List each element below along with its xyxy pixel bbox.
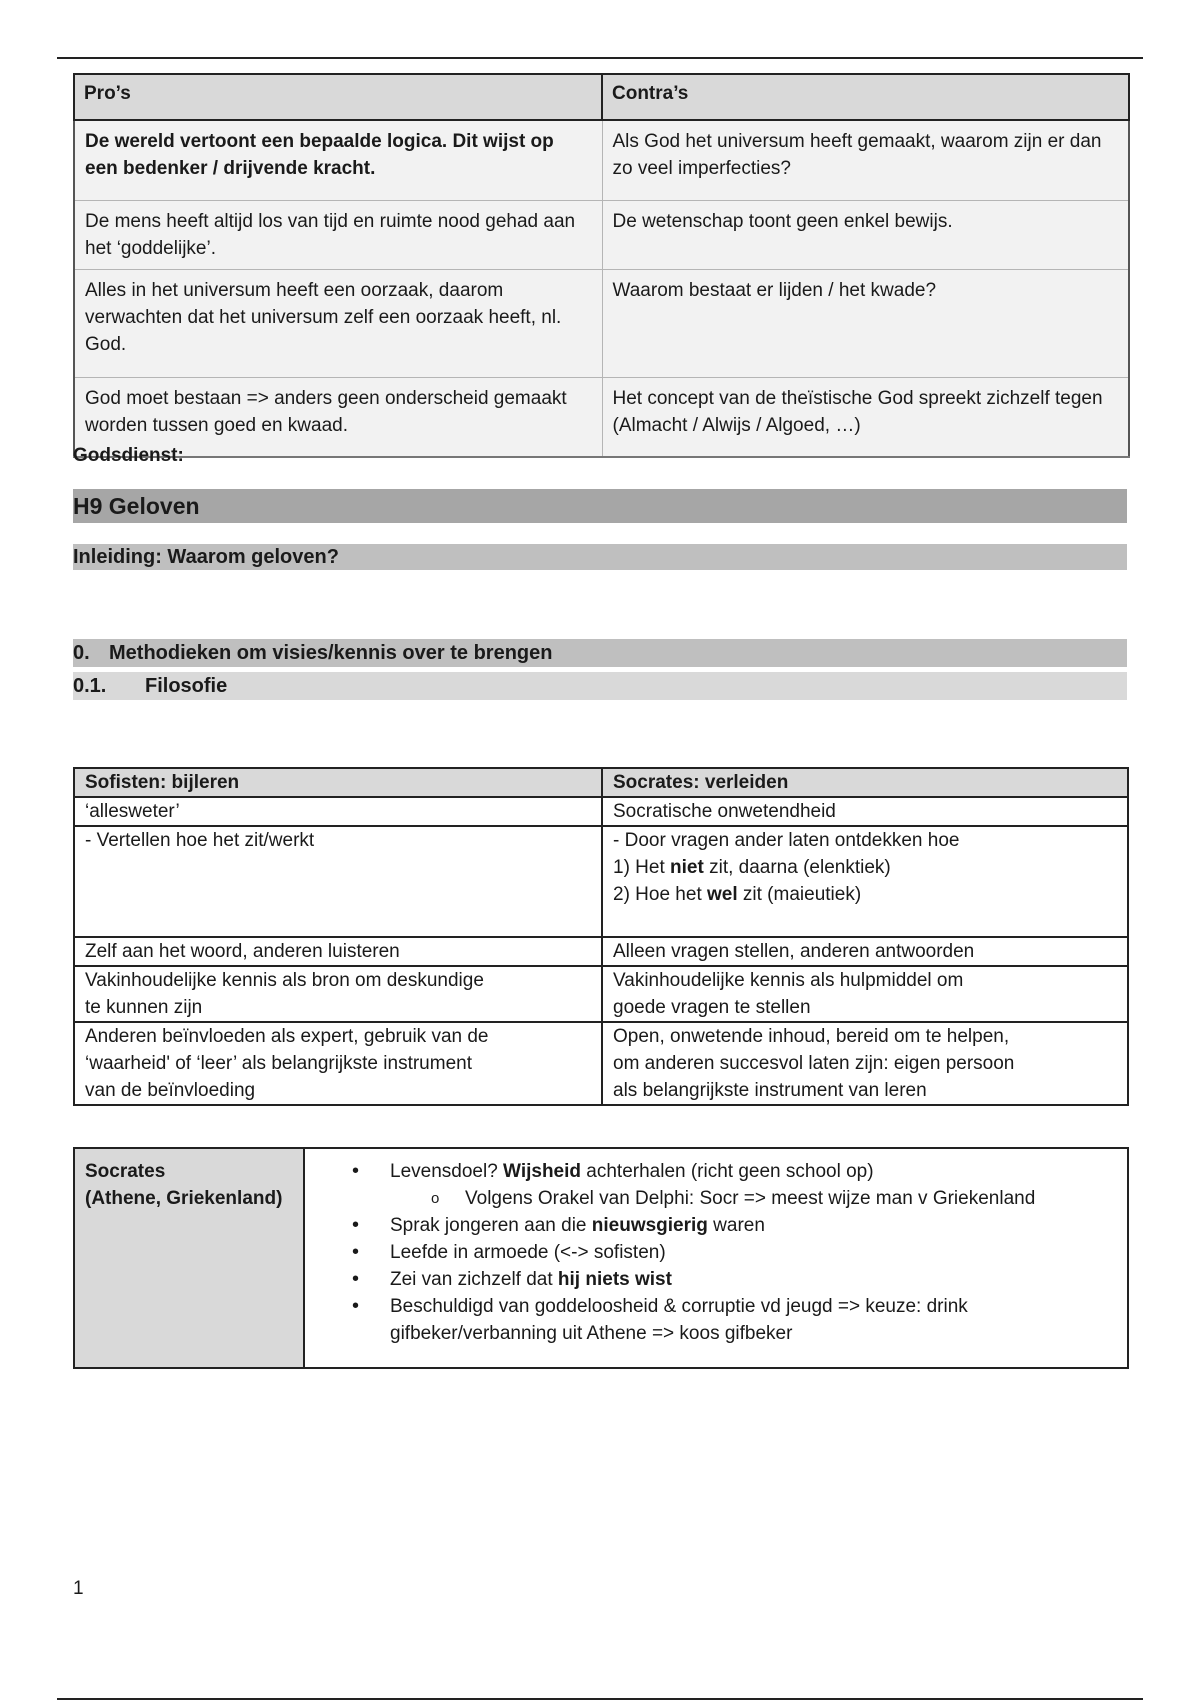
contra-cell: Waarom bestaat er lijden / het kwade? [602, 269, 1129, 377]
cell-line: Vakinhoudelijke kennis als hulpmiddel om [613, 970, 964, 991]
pro-cell: De mens heeft altijd los van tijd en ruimte nood gehad aan het ‘goddelijke’. [74, 200, 602, 269]
contra-cell: Het concept van de theïstische God spreekt zichzelf tegen (Almacht / Alwijs / Algoed, …) [602, 377, 1129, 457]
socrates-cell [602, 1022, 1128, 1105]
section-number: 0. [73, 642, 90, 664]
list-item [390, 1266, 1117, 1293]
sofisten-cell: Zelf aan het woord, anderen luisteren [74, 937, 602, 966]
socrates-cell [602, 966, 1128, 1022]
socrates-header: Socrates: verleiden [602, 768, 1128, 797]
list-item: • Leefde in armoede (<-> sofisten) [390, 1239, 1117, 1266]
text-span: achterhalen (richt geen school op) [581, 1161, 874, 1182]
socrates-cell: Socratische onwetendheid [602, 797, 1128, 826]
text-span: waren [707, 1215, 765, 1236]
cell-line: Open, onwetende inhoud, bereid om te helpen, [613, 1026, 1010, 1047]
sofisten-cell [74, 966, 602, 1022]
cell-line [613, 854, 1117, 881]
intro-heading: Inleiding: Waarom geloven? [73, 544, 1127, 570]
cell-line: ‘waarheid' of ‘leer’ als belangrijkste instrument [85, 1053, 472, 1074]
socrates-facts-cell [304, 1148, 1128, 1368]
cell-line: te kunnen zijn [85, 997, 203, 1018]
list-item [390, 1293, 1117, 1347]
socrates-bullet-list [315, 1158, 1117, 1347]
sub-list [390, 1185, 1117, 1212]
header-rule [57, 57, 1143, 59]
cell-line: van de beïnvloeding [85, 1080, 256, 1101]
cell-line: goede vragen te stellen [613, 997, 811, 1018]
godsdienst-label: Godsdienst: [73, 445, 184, 466]
bold-text: niet [670, 857, 704, 878]
sofisten-cell [74, 1022, 602, 1105]
bold-text: Wijsheid [503, 1161, 581, 1182]
cell-line: als belangrijkste instrument van leren [613, 1080, 927, 1101]
pro-cell: Alles in het universum heeft een oorzaak, daarom verwachten dat het universum zelf een oorzaak heeft, nl. God. [74, 269, 602, 377]
contra-cell: De wetenschap toont geen enkel bewijs. [602, 200, 1129, 269]
pros-contras-table [73, 73, 1130, 458]
bold-text: nieuwsgierig [591, 1215, 708, 1236]
cell-line: Vakinhoudelijke kennis als bron om deskundige [85, 970, 484, 991]
pro-cell: God moet bestaan => anders geen onderscheid gemaakt worden tussen goed en kwaad. [74, 377, 602, 457]
cell-line: om anderen succesvol laten zijn: eigen persoon [613, 1053, 1015, 1074]
pros-header: Pro’s [74, 74, 602, 120]
text-span: Zei van zichzelf dat [390, 1269, 558, 1290]
subsection-heading [73, 672, 1127, 700]
text-span: Sprak jongeren aan die [390, 1215, 592, 1236]
cell-line [613, 881, 1117, 908]
text-span: zit, daarna (elenktiek) [703, 857, 891, 878]
text-line: gifbeker/verbanning uit Athene => koos gifbeker [390, 1323, 793, 1344]
contra-cell: Als God het universum heeft gemaakt, waarom zijn er dan zo veel imperfecties? [602, 120, 1129, 200]
text-span: zit (maieutiek) [737, 884, 862, 905]
socrates-name: Socrates [85, 1161, 166, 1182]
sub-list-item: o Volgens Orakel van Delphi: Socr => meest wijze man v Griekenland [465, 1185, 1117, 1212]
section-title: Methodieken om visies/kennis over te brengen [109, 642, 553, 664]
chapter-heading: H9 Geloven [73, 489, 1127, 523]
cell-line: - Door vragen ander laten ontdekken hoe [613, 830, 960, 851]
sofisten-cell: ‘allesweter’ [74, 797, 602, 826]
socrates-place: (Athene, Griekenland) [85, 1188, 283, 1209]
subsection-title: Filosofie [145, 675, 228, 697]
text-line: • Beschuldigd van goddeloosheid & corruptie vd jeugd => keuze: drink [390, 1296, 968, 1317]
cell-line: Anderen beïnvloeden als expert, gebruik van de [85, 1026, 489, 1047]
list-item [390, 1212, 1117, 1239]
section-heading [73, 639, 1127, 667]
list-item [390, 1158, 1117, 1212]
sofisten-cell: - Vertellen hoe het zit/werkt [74, 826, 602, 937]
sofisten-header: Sofisten: bijleren [74, 768, 602, 797]
text-span: 1) Het [613, 857, 671, 878]
socrates-label-cell [74, 1148, 304, 1368]
socrates-cell [602, 826, 1128, 937]
page-number: 1 [73, 1578, 84, 1599]
pro-cell: De wereld vertoont een bepaalde logica. Dit wijst op een bedenker / drijvende kracht. [74, 120, 602, 200]
subsection-number: 0.1. [73, 675, 107, 697]
bold-text: hij niets wist [557, 1269, 672, 1290]
socrates-cell: Alleen vragen stellen, anderen antwoorden [602, 937, 1128, 966]
text-span: 2) Hoe het [613, 884, 707, 905]
text-span: Levensdoel? [390, 1161, 504, 1182]
socrates-table [73, 1147, 1129, 1369]
sofisten-socrates-table [73, 767, 1129, 1106]
contras-header: Contra’s [602, 74, 1129, 120]
bold-text: wel [707, 884, 738, 905]
